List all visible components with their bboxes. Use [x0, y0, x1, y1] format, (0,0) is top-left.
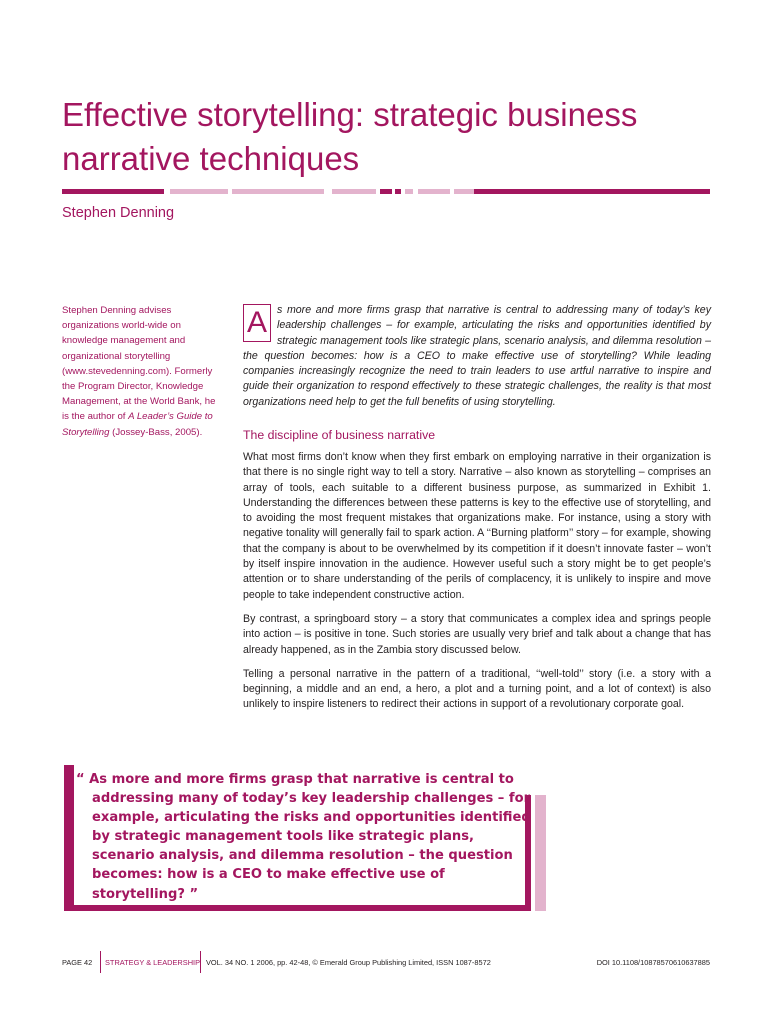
pull-quote: “ As more and more firms grasp that narrative is central to addressing many of today’s key leadership challenges – for example, articulating the risks and opportunities identified by strategic management tools like strategic plans, scenario analysis, and dilemma resolution – the question becomes: how is a CEO to make effective use of storytelling? ”: [76, 772, 531, 902]
body-paragraph: What most firms don’t know when they first embark on employing narrative in their organization is that there is no single right way to tell a story. Narrative – also known as storytelling – comprises an array of tools, each suitable to a different business purpose, as summarized in Exhibit 1. Understanding the differences between these patterns is key to the effective use of storytelling, and to avoiding the most frequent mistakes that organizations make. For instance, using a story with negative tonality will generally fail to spark action. A ‘‘Burning platform’’ story – for example, showing that the company is about to be overwhelmed by its competition if it doesn’t innovate faster – won’t by itself inspire innovation in the audience. However useful such a story might be to get people’s attention or to share understanding of the perils of complacency, it is unlikely to inspire and move people to take independent constructive action.: [243, 451, 711, 601]
bio-book-title: A Leader’s Guide to Storytelling: [62, 411, 213, 438]
footer-divider: [200, 951, 201, 973]
lead-paragraph: [243, 303, 711, 410]
body-paragraph: By contrast, a springboard story – a story that communicates a complex idea and springs people into action – is positive in tone. Such stories are usually very brief and talk about a change that has already happened, as in the Zambia story discussed below.: [243, 612, 711, 656]
drop-cap: A: [243, 304, 271, 342]
title-divider: [62, 189, 710, 194]
page-footer: [62, 951, 710, 973]
section-heading: The discipline of business narrative: [243, 428, 436, 442]
journal-name: STRATEGY & LEADERSHIP: [105, 958, 201, 967]
bio-text: Stephen Denning advises organizations world-wide on knowledge management and organizational storytelling (www.stevedenning.com). Formerly the Program Director, Knowledge Management, at the World Bank, he is the author of: [62, 305, 216, 423]
section-body: [243, 450, 711, 722]
article-title: Effective storytelling: strategic business narrative techniques: [62, 96, 638, 177]
lead-text: s more and more firms grasp that narrative is central to addressing many of today’s key leadership challenges – for example, articulating the risks and opportunities identified by strategic management tools like strategic plans, scenario analysis, and dilemma resolution – the question becomes: how is a CEO to make effective use of storytelling? While leading companies increasingly recognize the need to train leaders to use artful narrative to inspire and guide their organization to respond effectively to these strategic challenges, the reality is that most organizations need help to get the full benefits of using storytelling.: [243, 304, 711, 408]
author-name: Stephen Denning: [62, 205, 175, 221]
page-number: PAGE 42: [62, 958, 93, 967]
author-bio: [62, 303, 217, 440]
body-paragraph: Telling a personal narrative in the pattern of a traditional, ‘‘well-told’’ story (i.e. a story with a beginning, a middle and an end, a hero, a plot and a turning point, and a lot of context) is also unlikely to inspire listeners to redirect their actions in support of a revolutionary corporate goal.: [243, 667, 711, 711]
pull-quote-left-bar: [64, 765, 74, 911]
pull-quote-bottom-bar: [64, 905, 531, 911]
footer-divider: [100, 951, 101, 973]
citation: VOL. 34 NO. 1 2006, pp. 42-48, © Emerald Group Publishing Limited, ISSN 1087-8572: [206, 958, 491, 967]
doi: DOI 10.1108/10878570610637885: [596, 958, 710, 967]
bio-publisher: (Jossey-Bass, 2005).: [109, 426, 203, 438]
